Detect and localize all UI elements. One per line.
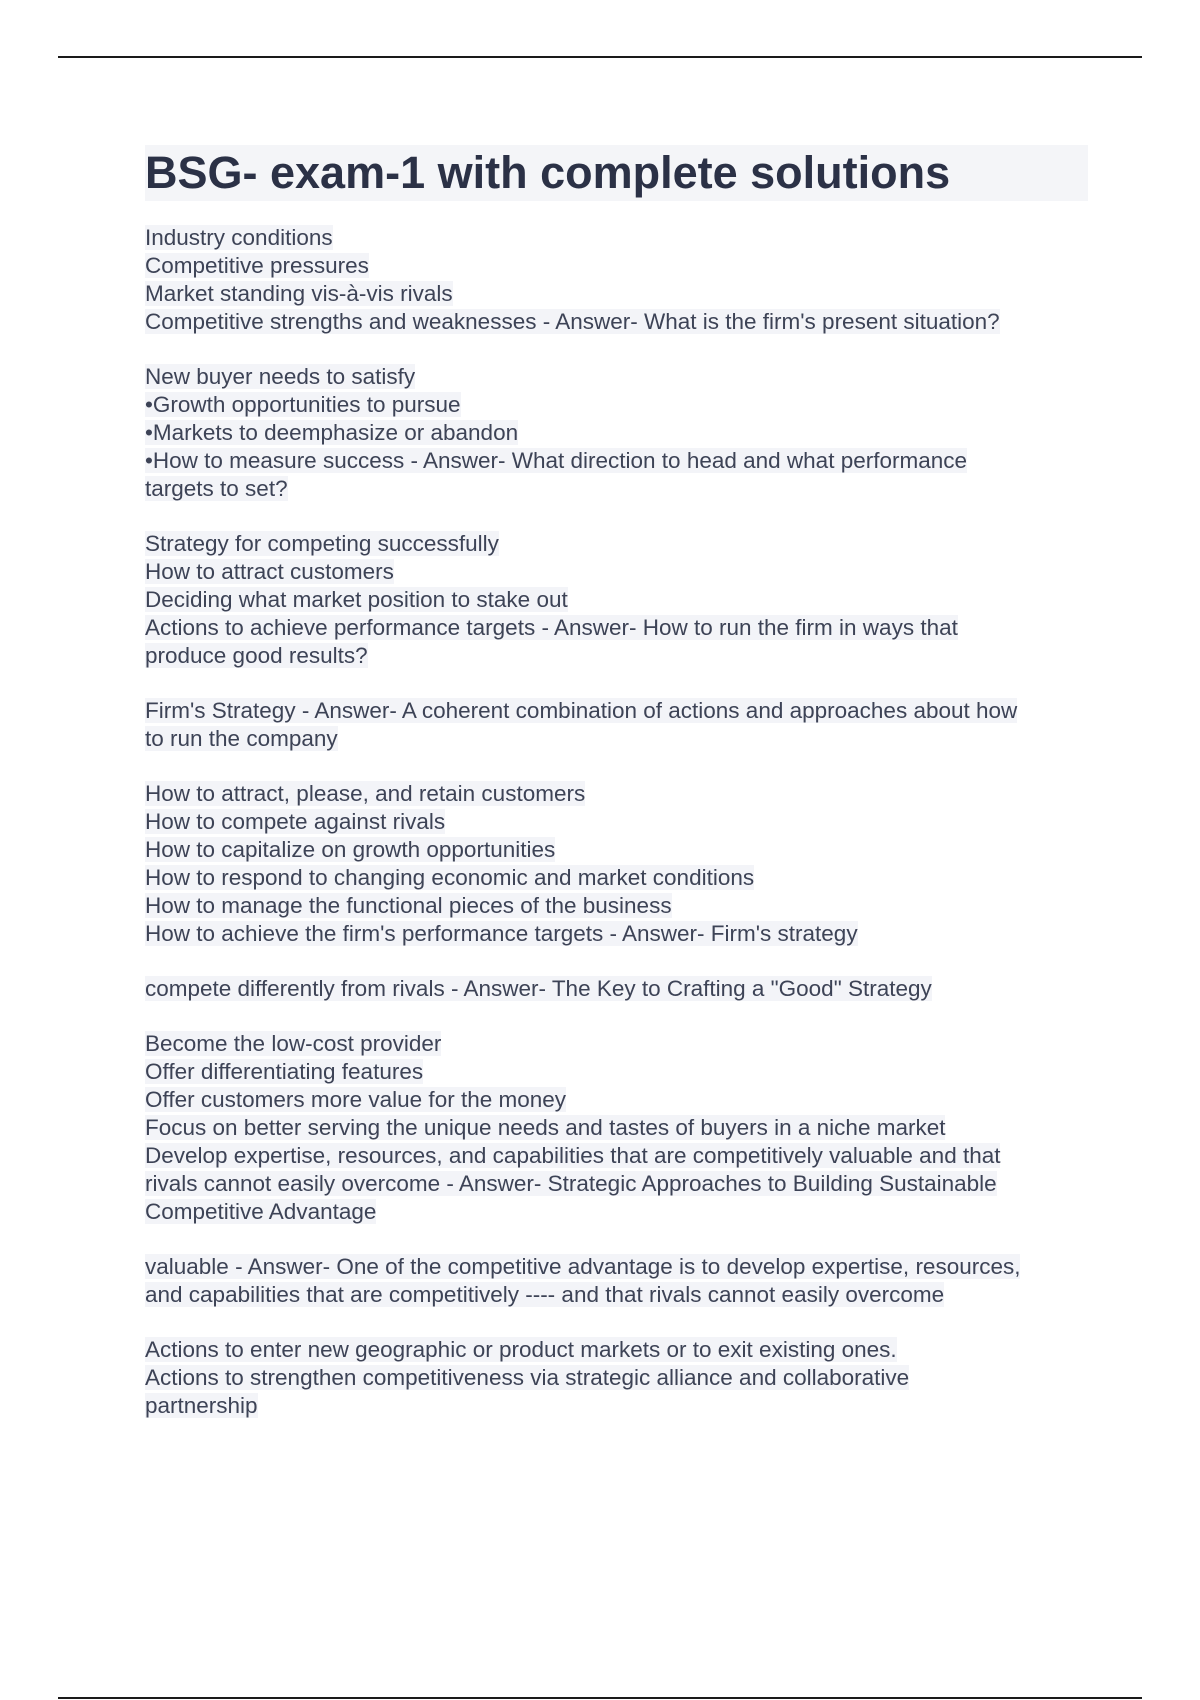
qa-block (145, 363, 1090, 503)
qa-block (145, 1336, 1090, 1420)
text-line-content: Focus on better serving the unique needs and tastes of buyers in a niche market (145, 1115, 946, 1140)
qa-block (145, 530, 1090, 670)
text-line-content: How to attract customers (145, 559, 394, 584)
text-line-content: produce good results? (145, 643, 368, 668)
text-line-content: Industry conditions (145, 225, 333, 250)
text-line-content: New buyer needs to satisfy (145, 364, 416, 389)
text-line (145, 391, 1090, 419)
text-line-content: How to achieve the firm's performance targets - Answer- Firm's strategy (145, 921, 858, 946)
text-line-content: •How to measure success - Answer- What direction to head and what performance (145, 448, 968, 473)
qa-block (145, 975, 1090, 1003)
text-line-content: and capabilities that are competitively ---- and that rivals cannot easily overcome (145, 1282, 945, 1307)
text-line-content: valuable - Answer- One of the competitive advantage is to develop expertise, resources, (145, 1254, 1021, 1279)
text-line (145, 558, 1090, 586)
text-line-content: Offer customers more value for the money (145, 1087, 567, 1112)
text-line (145, 1336, 1090, 1364)
text-line-content: Competitive Advantage (145, 1199, 377, 1224)
text-line-content: Become the low-cost provider (145, 1031, 442, 1056)
bottom-rule (58, 1697, 1142, 1699)
text-line (145, 419, 1090, 447)
text-line-content: •Growth opportunities to pursue (145, 392, 461, 417)
text-line-content: Strategy for competing successfully (145, 531, 499, 556)
qa-blocks (145, 224, 1090, 1420)
text-line-content: Competitive pressures (145, 253, 369, 278)
text-line-content: Market standing vis-à-vis rivals (145, 281, 453, 306)
text-line (145, 280, 1090, 308)
text-line (145, 642, 1090, 670)
text-line (145, 447, 1090, 475)
text-line (145, 892, 1090, 920)
text-line-content: rivals cannot easily overcome - Answer- Strategic Approaches to Building Sustainable (145, 1171, 997, 1196)
text-line (145, 252, 1090, 280)
qa-block (145, 1030, 1090, 1226)
text-line-content: Actions to strengthen competitiveness via strategic alliance and collaborative (145, 1365, 910, 1390)
text-line (145, 1392, 1090, 1420)
text-line (145, 1058, 1090, 1086)
qa-block (145, 697, 1090, 753)
text-line (145, 836, 1090, 864)
text-line (145, 614, 1090, 642)
text-line-content: •Markets to deemphasize or abandon (145, 420, 519, 445)
text-line-content: How to capitalize on growth opportunities (145, 837, 556, 862)
text-line-content: Actions to enter new geographic or product markets or to exit existing ones. (145, 1337, 897, 1362)
text-line (145, 725, 1090, 753)
text-line (145, 1030, 1090, 1058)
text-line (145, 920, 1090, 948)
text-line (145, 1198, 1090, 1226)
text-line (145, 530, 1090, 558)
qa-block (145, 1253, 1090, 1309)
text-line-content: Offer differentiating features (145, 1059, 424, 1084)
text-line (145, 1114, 1090, 1142)
text-line (145, 1253, 1090, 1281)
text-line (145, 1170, 1090, 1198)
text-line (145, 1086, 1090, 1114)
text-line (145, 475, 1090, 503)
document-title: BSG- exam-1 with complete solutions (145, 145, 1088, 201)
text-line (145, 864, 1090, 892)
text-line (145, 308, 1090, 336)
text-line-content: Develop expertise, resources, and capabilities that are competitively valuable and that (145, 1143, 1001, 1168)
text-line (145, 1364, 1090, 1392)
text-line (145, 1281, 1090, 1309)
text-line (145, 224, 1090, 252)
text-line-content: targets to set? (145, 476, 288, 501)
text-line (145, 808, 1090, 836)
text-line-content: How to attract, please, and retain customers (145, 781, 586, 806)
text-line-content: compete differently from rivals - Answer- The Key to Crafting a "Good" Strategy (145, 976, 932, 1001)
text-line-content: Actions to achieve performance targets - Answer- How to run the firm in ways that (145, 615, 958, 640)
text-line-content: partnership (145, 1393, 258, 1418)
text-line (145, 1142, 1090, 1170)
text-line-content: How to respond to changing economic and market conditions (145, 865, 755, 890)
text-line-content: to run the company (145, 726, 338, 751)
qa-block (145, 780, 1090, 948)
text-line-content: Competitive strengths and weaknesses - Answer- What is the firm's present situation? (145, 309, 1000, 334)
text-line-content: Deciding what market position to stake out (145, 587, 568, 612)
text-line-content: Firm's Strategy - Answer- A coherent combination of actions and approaches about how (145, 698, 1018, 723)
top-rule (58, 56, 1142, 58)
text-line (145, 586, 1090, 614)
document-body (145, 145, 1090, 1447)
text-line-content: How to compete against rivals (145, 809, 446, 834)
text-line (145, 780, 1090, 808)
text-line-content: How to manage the functional pieces of the business (145, 893, 672, 918)
qa-block (145, 224, 1090, 336)
text-line (145, 697, 1090, 725)
text-line (145, 975, 1090, 1003)
text-line (145, 363, 1090, 391)
